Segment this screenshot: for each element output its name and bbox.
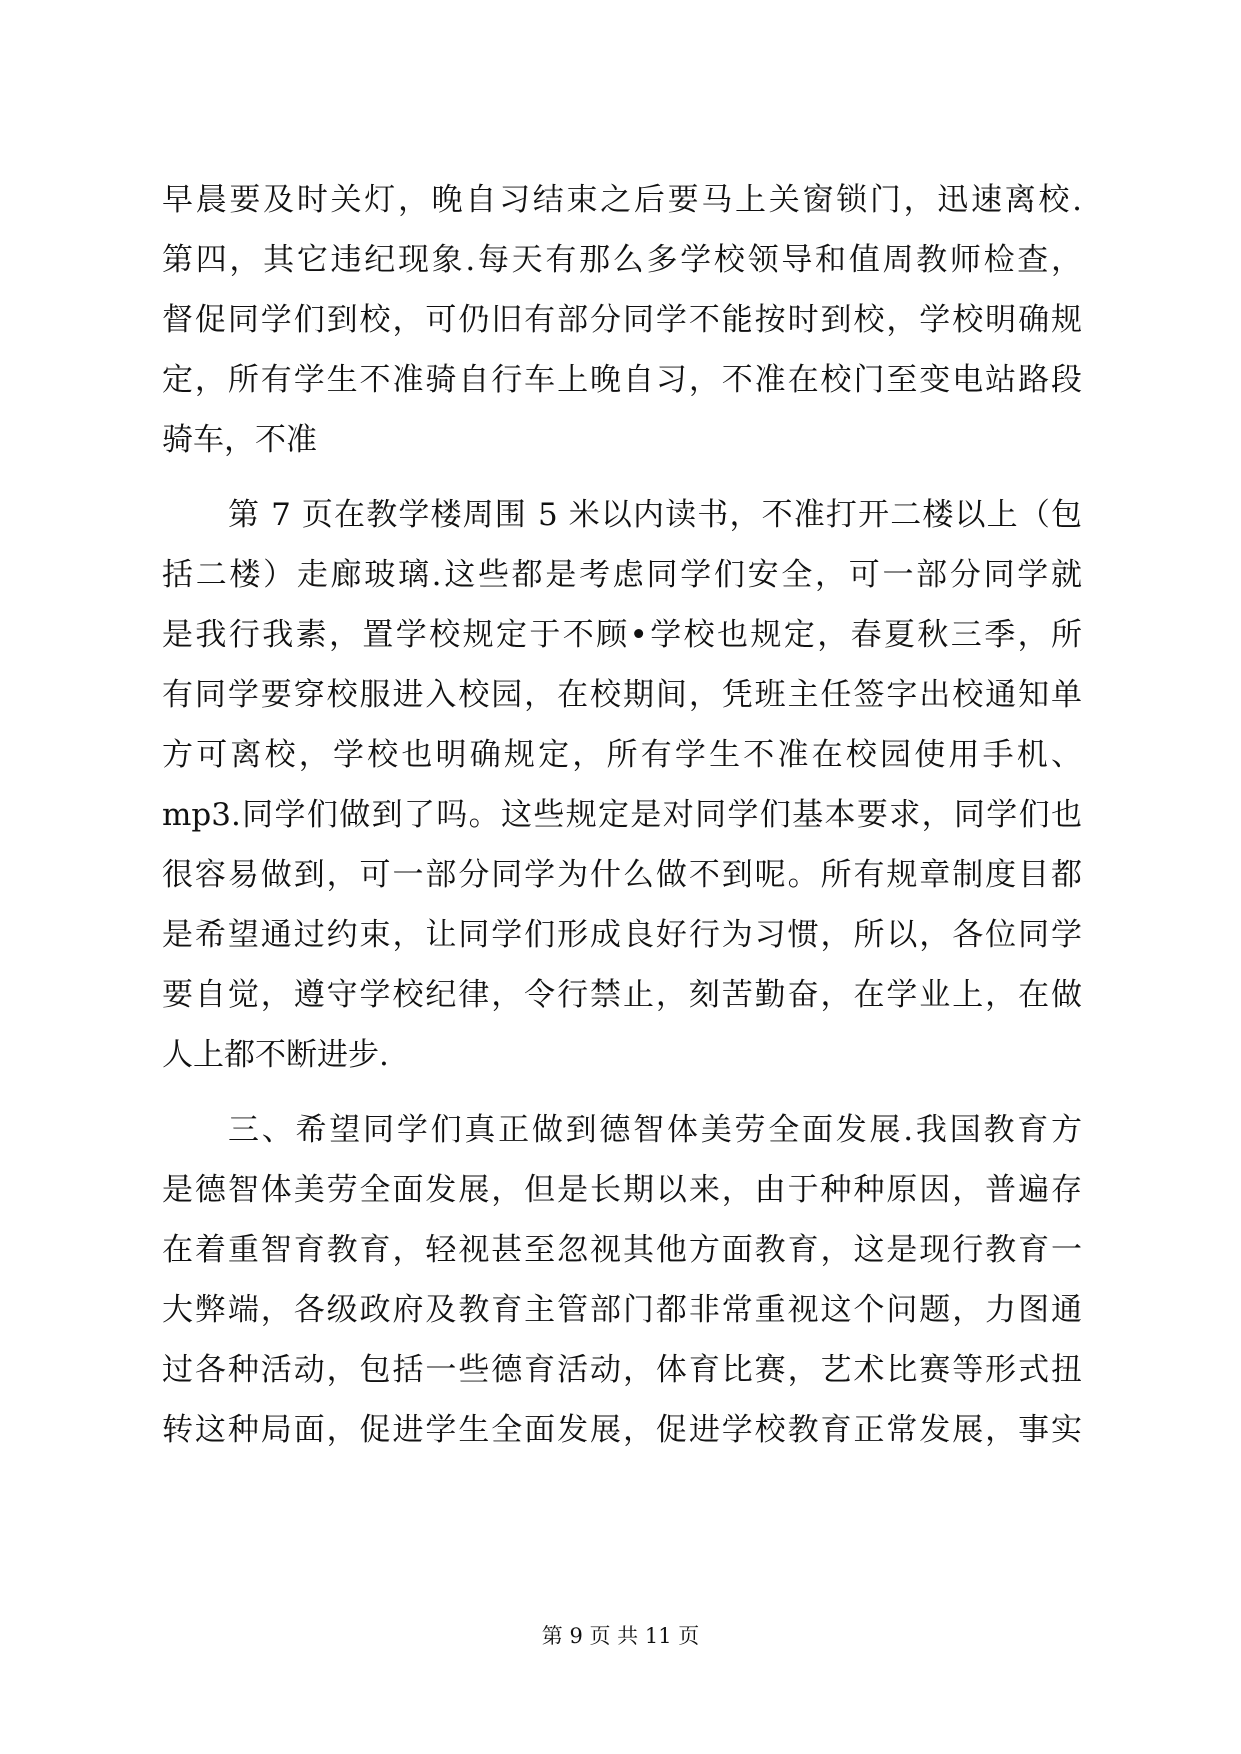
text-line: 人上都不断进步.	[162, 1037, 389, 1073]
text-line: 骑车，不准	[162, 422, 317, 458]
text-line: 大弊端，各级政府及教育主管部门都非常重视这个问题，力图通	[162, 1292, 1082, 1328]
text-line: 方可离校，学校也明确规定，所有学生不准在校园使用手机、	[162, 737, 1082, 773]
text-line: 第 7 页在教学楼周围 5 米以内读书，不准打开二楼以上（包	[228, 497, 1082, 533]
text-line: 三、希望同学们真正做到德智体美劳全面发展.我国教育方	[228, 1112, 1082, 1148]
text-line: 有同学要穿校服进入校园，在校期间，凭班主任签字出校通知单	[162, 677, 1082, 713]
paragraph-1	[162, 170, 1082, 470]
text-line: 过各种活动，包括一些德育活动，体育比赛，艺术比赛等形式扭	[162, 1352, 1082, 1388]
text-line: 是希望通过约束，让同学们形成良好行为习惯，所以，各位同学	[162, 917, 1082, 953]
text-line: 很容易做到，可一部分同学为什么做不到呢。所有规章制度目都	[162, 857, 1082, 893]
body-text	[162, 170, 1082, 1460]
text-line: 第四，其它违纪现象.每天有那么多学校领导和值周教师检查，	[162, 242, 1082, 278]
text-line: mp3.同学们做到了吗。这些规定是对同学们基本要求，同学们也	[162, 797, 1082, 833]
paragraph-3	[162, 1100, 1082, 1460]
paragraph-2	[162, 485, 1082, 1085]
text-line: 定，所有学生不准骑自行车上晚自习，不准在校门至变电站路段	[162, 362, 1082, 398]
text-line: 督促同学们到校，可仍旧有部分同学不能按时到校，学校明确规	[162, 302, 1082, 338]
text-line: 要自觉，遵守学校纪律，令行禁止，刻苦勤奋，在学业上，在做	[162, 977, 1082, 1013]
text-line: 是德智体美劳全面发展，但是长期以来，由于种种原因，普遍存	[162, 1172, 1082, 1208]
text-line: 是我行我素，置学校规定于不顾•学校也规定，春夏秋三季，所	[162, 617, 1082, 653]
page-number-footer: 第 9 页 共 11 页	[541, 1624, 700, 1648]
text-line: 括二楼）走廊玻璃.这些都是考虑同学们安全，可一部分同学就	[162, 557, 1082, 593]
text-line: 在着重智育教育，轻视甚至忽视其他方面教育，这是现行教育一	[162, 1232, 1082, 1268]
text-line: 早晨要及时关灯，晚自习结束之后要马上关窗锁门，迅速离校.	[162, 182, 1082, 218]
text-line: 转这种局面，促进学生全面发展，促进学校教育正常发展，事实	[162, 1412, 1082, 1448]
